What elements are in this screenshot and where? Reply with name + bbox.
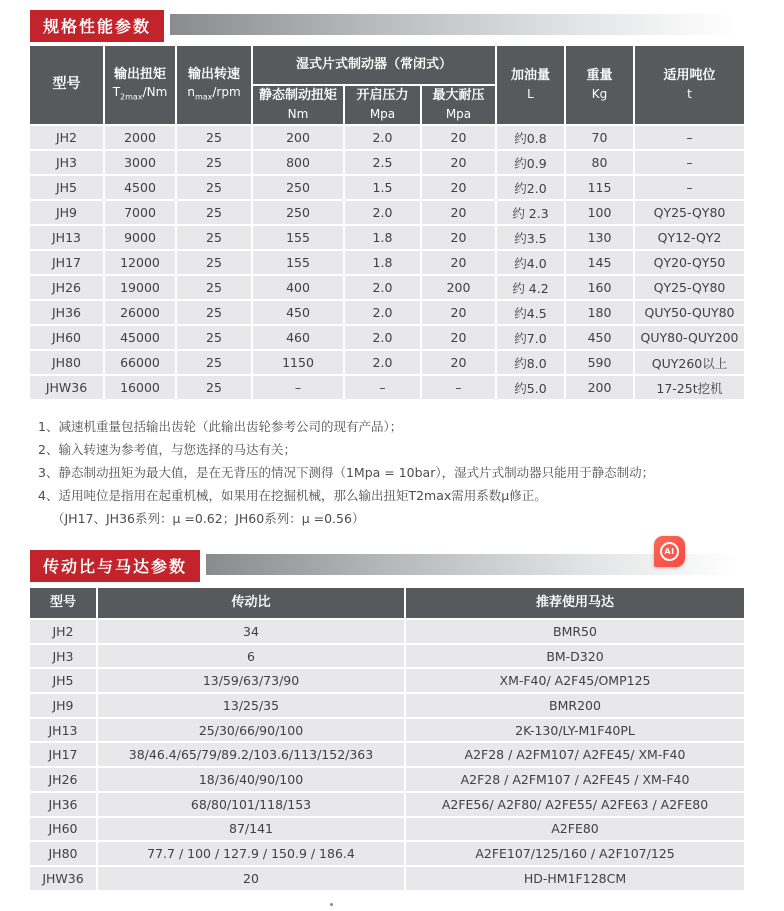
- spec-table-body: [30, 126, 744, 399]
- table-cell: 9000: [105, 226, 175, 249]
- table-cell: 2.0: [345, 126, 420, 149]
- note-line-3: 3、静态制动扭矩为最大值，是在无背压的情况下测得（1Mpa = 10bar），湿式片式制动器只能用于静态制动；: [38, 465, 655, 480]
- table-cell: 约2.0: [497, 176, 564, 199]
- col-header-unit: t: [687, 86, 692, 101]
- table-cell: 70: [566, 126, 633, 149]
- table-cell: JH80: [30, 351, 103, 374]
- table-cell: JH60: [30, 818, 96, 841]
- table-cell: 约4.5: [497, 301, 564, 324]
- table-cell: JH13: [30, 226, 103, 249]
- col-header-output-torque: [105, 46, 175, 124]
- table-cell: 1.8: [345, 226, 420, 249]
- table-cell: JH9: [30, 694, 96, 717]
- ratio-table-body: [30, 620, 744, 890]
- table-cell: 约0.9: [497, 151, 564, 174]
- table-cell: JH5: [30, 669, 96, 692]
- table-cell: BM-D320: [406, 645, 744, 668]
- table-cell: JHW36: [30, 867, 96, 890]
- col-header-label: 最大耐压: [432, 88, 485, 104]
- table-cell: 20: [422, 326, 495, 349]
- table-cell: 450: [253, 301, 343, 324]
- table-cell: 250: [253, 201, 343, 224]
- table-cell: 20: [422, 351, 495, 374]
- table-cell: BMR50: [406, 620, 744, 643]
- table-cell: 约3.5: [497, 226, 564, 249]
- table-cell: –: [345, 376, 420, 399]
- table-cell: 17-25t挖机: [635, 376, 744, 399]
- col-header-unit: Mpa: [445, 106, 472, 121]
- table-cell: QY25-QY80: [635, 276, 744, 299]
- table-cell: 38/46.4/65/79/89.2/103.6/113/152/363: [98, 743, 404, 766]
- table-cell: JH80: [30, 842, 96, 865]
- table-cell: 66000: [105, 351, 175, 374]
- table-cell: JH3: [30, 151, 103, 174]
- table-cell: 130: [566, 226, 633, 249]
- table-cell: 约 4.2: [497, 276, 564, 299]
- table-cell: 200: [566, 376, 633, 399]
- table-cell: 200: [422, 276, 495, 299]
- table-cell: JH5: [30, 176, 103, 199]
- table-cell: 45000: [105, 326, 175, 349]
- table-cell: XM-F40/ A2F45/OMP125: [406, 669, 744, 692]
- col-header-unit: Nm: [287, 106, 309, 121]
- table-cell: 13/25/35: [98, 694, 404, 717]
- table-cell: 约5.0: [497, 376, 564, 399]
- col-header-label: 加油量: [510, 68, 550, 84]
- table-cell: 18/36/40/90/100: [98, 768, 404, 791]
- table-cell: 2.0: [345, 301, 420, 324]
- col-header-label: 静态制动扭矩: [258, 88, 337, 104]
- table-cell: QY20-QY50: [635, 251, 744, 274]
- table-cell: JH9: [30, 201, 103, 224]
- table-cell: 约7.0: [497, 326, 564, 349]
- table-cell: 6: [98, 645, 404, 668]
- table-cell: QUY80-QUY200: [635, 326, 744, 349]
- table-cell: 25: [177, 376, 251, 399]
- col-header-label: 输出扭矩: [113, 67, 166, 83]
- section2-title-bar: [30, 550, 754, 582]
- note-line-1: 1、减速机重量包括输出齿轮（此输出齿轮参考公司的现有产品）；: [38, 419, 403, 434]
- table-cell: 约8.0: [497, 351, 564, 374]
- col-header-brake-group: 湿式片式制动器（常闭式）: [253, 46, 495, 84]
- table-cell: 20: [422, 201, 495, 224]
- table-cell: 16000: [105, 376, 175, 399]
- table-cell: 25: [177, 151, 251, 174]
- col-header-oil-volume: [497, 46, 564, 124]
- table-cell: 2.5: [345, 151, 420, 174]
- table-cell: 7000: [105, 201, 175, 224]
- table-cell: A2FE56/ A2F80/ A2FE55/ A2FE63 / A2FE80: [406, 793, 744, 816]
- col-header-label: 输出转速: [187, 67, 240, 83]
- table-cell: A2F28 / A2FM107 / A2FE45 / XM-F40: [406, 768, 744, 791]
- col-header-label: 适用吨位: [663, 68, 716, 84]
- table-cell: 155: [253, 251, 343, 274]
- table-cell: 20: [422, 301, 495, 324]
- table-cell: JH2: [30, 126, 103, 149]
- table-cell: 450: [566, 326, 633, 349]
- table-cell: 68/80/101/118/153: [98, 793, 404, 816]
- table-cell: JH2: [30, 620, 96, 643]
- table-cell: JH3: [30, 645, 96, 668]
- table-cell: 34: [98, 620, 404, 643]
- table-cell: 200: [253, 126, 343, 149]
- col-header-unit: Kg: [591, 86, 608, 101]
- table-cell: 2K-130/LY-M1F40PL: [406, 719, 744, 742]
- table-cell: JH13: [30, 719, 96, 742]
- table-cell: –: [253, 376, 343, 399]
- table-cell: 25: [177, 326, 251, 349]
- table-cell: JH26: [30, 276, 103, 299]
- col-header-label: 开启压力: [356, 88, 409, 104]
- table-cell: A2F28 / A2FM107/ A2FE45/ XM-F40: [406, 743, 744, 766]
- table-cell: 3000: [105, 151, 175, 174]
- table-cell: 2.0: [345, 276, 420, 299]
- table-cell: 80: [566, 151, 633, 174]
- table-cell: –: [635, 176, 744, 199]
- col-header-weight: [566, 46, 633, 124]
- table-cell: 25: [177, 126, 251, 149]
- table-cell: 约4.0: [497, 251, 564, 274]
- table-cell: 250: [253, 176, 343, 199]
- ai-icon-label: AI: [660, 542, 679, 561]
- table-cell: 590: [566, 351, 633, 374]
- artifact-dot: [330, 903, 333, 906]
- table-cell: 2.0: [345, 326, 420, 349]
- table-cell: 25: [177, 176, 251, 199]
- table-cell: 20: [98, 867, 404, 890]
- table-cell: 20: [422, 226, 495, 249]
- table-cell: 115: [566, 176, 633, 199]
- table-cell: 20: [422, 126, 495, 149]
- table-cell: 25: [177, 351, 251, 374]
- table-cell: QY25-QY80: [635, 201, 744, 224]
- table-cell: BMR200: [406, 694, 744, 717]
- table-cell: 87/141: [98, 818, 404, 841]
- table-cell: 25: [177, 276, 251, 299]
- table-cell: 180: [566, 301, 633, 324]
- table-cell: HD-HM1F128CM: [406, 867, 744, 890]
- table-cell: 400: [253, 276, 343, 299]
- note-line-4: 4、适用吨位是指用在起重机械，如果用在挖掘机械，那么输出扭矩T2max需用系数μ修正。: [38, 488, 547, 503]
- title-gradient-bar: [170, 14, 754, 35]
- col-header-model: 型号: [30, 588, 96, 618]
- table-cell: 145: [566, 251, 633, 274]
- table-cell: JH36: [30, 301, 103, 324]
- table-cell: 4500: [105, 176, 175, 199]
- table-cell: QY12-QY2: [635, 226, 744, 249]
- section1-title-bar: [30, 0, 754, 42]
- table-cell: 100: [566, 201, 633, 224]
- table-cell: 20: [422, 251, 495, 274]
- table-cell: 160: [566, 276, 633, 299]
- note-line-4-continued: （JH17、JH36系列：μ =0.62；JH60系列：μ =0.56）: [52, 511, 365, 526]
- table-cell: –: [635, 151, 744, 174]
- ratio-table-header: [30, 588, 744, 618]
- table-cell: 26000: [105, 301, 175, 324]
- table-cell: 1.5: [345, 176, 420, 199]
- table-cell: 19000: [105, 276, 175, 299]
- col-header-ratio: 传动比: [98, 588, 404, 618]
- table-cell: 1.8: [345, 251, 420, 274]
- table-cell: 25: [177, 226, 251, 249]
- col-header-unit: $T_{2max}/Nm$: [112, 85, 168, 102]
- notes: [38, 415, 754, 530]
- table-cell: 155: [253, 226, 343, 249]
- table-cell: 25: [177, 201, 251, 224]
- table-cell: QUY50-QUY80: [635, 301, 744, 324]
- table-cell: 460: [253, 326, 343, 349]
- table-cell: –: [422, 376, 495, 399]
- table-cell: 800: [253, 151, 343, 174]
- table-cell: –: [635, 126, 744, 149]
- table-cell: 20: [422, 151, 495, 174]
- table-cell: 2000: [105, 126, 175, 149]
- table-cell: 约 2.3: [497, 201, 564, 224]
- col-header-unit: Mpa: [369, 106, 396, 121]
- table-cell: JH60: [30, 326, 103, 349]
- table-cell: A2FE107/125/160 / A2F107/125: [406, 842, 744, 865]
- col-header-opening-pressure: [345, 86, 420, 124]
- col-header-unit: L: [527, 86, 534, 101]
- table-cell: 约0.8: [497, 126, 564, 149]
- table-cell: JH36: [30, 793, 96, 816]
- section1-title: 规格性能参数: [30, 10, 164, 42]
- table-cell: 2.0: [345, 201, 420, 224]
- table-cell: 20: [422, 176, 495, 199]
- table-cell: A2FE80: [406, 818, 744, 841]
- table-cell: 1150: [253, 351, 343, 374]
- col-header-unit: $n_{max}$/rpm: [187, 85, 241, 102]
- table-cell: JH17: [30, 743, 96, 766]
- col-header-label: 重量: [586, 68, 613, 84]
- table-cell: QUY260以上: [635, 351, 744, 374]
- table-cell: 12000: [105, 251, 175, 274]
- col-header-output-speed: [177, 46, 251, 124]
- table-cell: 25: [177, 301, 251, 324]
- col-header-max-pressure: [422, 86, 495, 124]
- table-cell: 25/30/66/90/100: [98, 719, 404, 742]
- spec-table-header: [30, 46, 744, 124]
- table-cell: 13/59/63/73/90: [98, 669, 404, 692]
- table-cell: JHW36: [30, 376, 103, 399]
- table-cell: 77.7 / 100 / 127.9 / 150.9 / 186.4: [98, 842, 404, 865]
- col-header-recommended-motor: 推荐使用马达: [406, 588, 744, 618]
- table-cell: JH26: [30, 768, 96, 791]
- note-line-2: 2、输入转速为参考值，与您选择的马达有关；: [38, 442, 296, 457]
- table-cell: 25: [177, 251, 251, 274]
- table-cell: 2.0: [345, 351, 420, 374]
- ai-assistant-icon[interactable]: [654, 536, 685, 567]
- col-header-model: 型号: [30, 46, 103, 124]
- table-cell: JH17: [30, 251, 103, 274]
- section2-title: 传动比与马达参数: [30, 550, 200, 582]
- col-header-static-brake-torque: [253, 86, 343, 124]
- col-header-applicable-tonnage: [635, 46, 744, 124]
